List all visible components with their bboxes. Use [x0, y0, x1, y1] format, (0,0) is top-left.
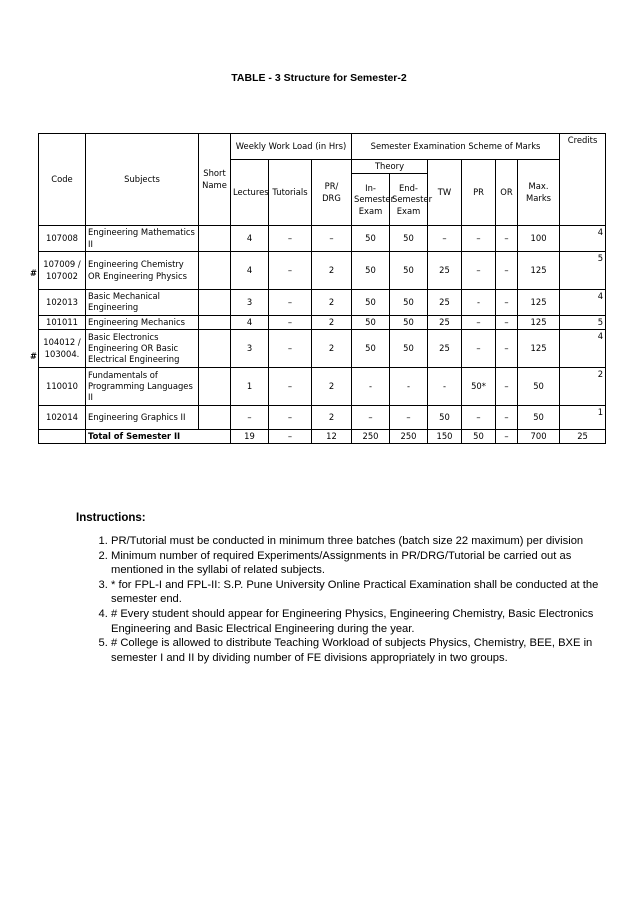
cell-code: 104012 / 103004.: [39, 330, 86, 368]
header-exam-scheme: Semester Examination Scheme of Marks: [352, 134, 560, 160]
cell-subject: Fundamentals of Programming Languages II: [86, 368, 199, 406]
total-row: [39, 430, 606, 444]
cell-prd: 2: [312, 406, 352, 430]
cell-end: -: [390, 368, 428, 406]
instructions-list: [76, 534, 611, 665]
total-tw: 150: [428, 430, 462, 444]
total-credits: 25: [560, 430, 606, 444]
cell-ins: 50: [352, 226, 390, 252]
cell-tw: 25: [428, 290, 462, 316]
header-credits: Credits: [560, 134, 606, 226]
hash-marker-electronics: #: [30, 351, 38, 361]
table-row: [39, 368, 606, 406]
cell-tw: 25: [428, 252, 462, 290]
cell-pr: -: [462, 290, 496, 316]
total-prd: 12: [312, 430, 352, 444]
cell-or: –: [496, 290, 518, 316]
cell-prd: 2: [312, 368, 352, 406]
header-or: OR: [496, 160, 518, 226]
cell-code: 107008: [39, 226, 86, 252]
cell-or: –: [496, 252, 518, 290]
header-in-semester: In-Semester Exam: [352, 174, 390, 226]
table-row: [39, 330, 606, 368]
header-end-semester: End-Semester Exam: [390, 174, 428, 226]
cell-blank: [39, 430, 86, 444]
cell-tw: –: [428, 226, 462, 252]
table-row: [39, 315, 606, 329]
header-code: Code: [39, 134, 86, 226]
cell-end: 50: [390, 226, 428, 252]
cell-lec: 3: [231, 290, 269, 316]
instruction-item: 1. PR/Tutorial must be conducted in minimum three batches (batch size 22 maximum) per division: [111, 534, 611, 549]
cell-prd: 2: [312, 252, 352, 290]
header-subjects: Subjects: [86, 134, 199, 226]
cell-short-name: [199, 290, 231, 316]
instruction-item: 4. # Every student should appear for Engineering Physics, Engineering Chemistry, Basic Electronics Engineering and Basic Electrical Engineering during the year.: [111, 607, 611, 636]
cell-tut: –: [269, 406, 312, 430]
cell-max: 125: [518, 315, 560, 329]
cell-or: –: [496, 330, 518, 368]
header-tutorials: Tutorials: [269, 160, 312, 226]
header-pr: PR: [462, 160, 496, 226]
cell-tut: –: [269, 330, 312, 368]
cell-tw: 25: [428, 330, 462, 368]
cell-credits: 4: [560, 290, 606, 316]
cell-tut: –: [269, 226, 312, 252]
header-weekly-load: Weekly Work Load (in Hrs): [231, 134, 352, 160]
cell-subject: Engineering Graphics II: [86, 406, 199, 430]
instructions-heading: Instructions:: [76, 512, 146, 524]
header-theory: Theory: [352, 160, 428, 174]
cell-max: 125: [518, 252, 560, 290]
cell-end: 50: [390, 315, 428, 329]
cell-credits: 4: [560, 226, 606, 252]
table-row: [39, 252, 606, 290]
page-title: TABLE - 3 Structure for Semester-2: [231, 72, 407, 84]
cell-prd: –: [312, 226, 352, 252]
cell-code: 110010: [39, 368, 86, 406]
cell-short-name: [199, 368, 231, 406]
total-or: –: [496, 430, 518, 444]
header-lectures: Lectures: [231, 160, 269, 226]
total-ins: 250: [352, 430, 390, 444]
cell-subject: Basic Mechanical Engineering: [86, 290, 199, 316]
header-tw: TW: [428, 160, 462, 226]
total-lec: 19: [231, 430, 269, 444]
cell-credits: 2: [560, 368, 606, 406]
cell-max: 50: [518, 406, 560, 430]
cell-pr: –: [462, 252, 496, 290]
cell-or: –: [496, 406, 518, 430]
cell-max: 125: [518, 290, 560, 316]
total-pr: 50: [462, 430, 496, 444]
table-row: [39, 406, 606, 430]
cell-tw: -: [428, 368, 462, 406]
cell-pr: –: [462, 330, 496, 368]
cell-code: 107009 / 107002: [39, 252, 86, 290]
cell-ins: 50: [352, 290, 390, 316]
cell-pr: –: [462, 406, 496, 430]
cell-credits: 1: [560, 406, 606, 430]
cell-tut: –: [269, 290, 312, 316]
cell-tut: –: [269, 315, 312, 329]
cell-lec: 4: [231, 226, 269, 252]
cell-lec: 4: [231, 252, 269, 290]
instruction-item: 2. Minimum number of required Experiments/Assignments in PR/DRG/Tutorial be carried out as mentioned in the syllabi of related subjects.: [111, 549, 611, 578]
cell-ins: –: [352, 406, 390, 430]
cell-short-name: [199, 226, 231, 252]
cell-tut: –: [269, 368, 312, 406]
cell-prd: 2: [312, 315, 352, 329]
cell-lec: –: [231, 406, 269, 430]
total-label: Total of Semester II: [86, 430, 231, 444]
total-end: 250: [390, 430, 428, 444]
cell-credits: 5: [560, 315, 606, 329]
cell-lec: 4: [231, 315, 269, 329]
cell-pr: –: [462, 226, 496, 252]
cell-short-name: [199, 406, 231, 430]
header-max-marks: Max. Marks: [518, 160, 560, 226]
cell-short-name: [199, 252, 231, 290]
cell-end: 50: [390, 252, 428, 290]
instruction-item: 3. * for FPL-I and FPL-II: S.P. Pune University Online Practical Examination shall be conducted at the semester end.: [111, 578, 611, 607]
cell-end: 50: [390, 330, 428, 368]
cell-tw: 25: [428, 315, 462, 329]
cell-credits: 5: [560, 252, 606, 290]
cell-ins: 50: [352, 252, 390, 290]
cell-ins: 50: [352, 330, 390, 368]
cell-code: 102013: [39, 290, 86, 316]
cell-pr: –: [462, 315, 496, 329]
cell-short-name: [199, 330, 231, 368]
cell-prd: 2: [312, 290, 352, 316]
instruction-item: 5. # College is allowed to distribute Teaching Workload of subjects Physics, Chemistry, BEE, BXE in semester I and II by dividing number of FE divisions appropriately in two groups.: [111, 636, 611, 665]
cell-subject: Engineering Mechanics: [86, 315, 199, 329]
cell-or: –: [496, 315, 518, 329]
cell-max: 50: [518, 368, 560, 406]
total-max: 700: [518, 430, 560, 444]
cell-ins: -: [352, 368, 390, 406]
cell-subject: Basic Electronics Engineering OR Basic Electrical Engineering: [86, 330, 199, 368]
cell-pr: 50*: [462, 368, 496, 406]
header-short-name: Short Name: [199, 134, 231, 226]
cell-or: –: [496, 368, 518, 406]
cell-subject: Engineering Chemistry OR Engineering Physics: [86, 252, 199, 290]
cell-prd: 2: [312, 330, 352, 368]
cell-end: –: [390, 406, 428, 430]
cell-ins: 50: [352, 315, 390, 329]
cell-short-name: [199, 315, 231, 329]
cell-code: 101011: [39, 315, 86, 329]
semester-structure-table: [38, 133, 606, 444]
hash-marker-chemistry: #: [30, 268, 38, 278]
cell-lec: 3: [231, 330, 269, 368]
cell-max: 100: [518, 226, 560, 252]
cell-tut: –: [269, 252, 312, 290]
cell-end: 50: [390, 290, 428, 316]
cell-lec: 1: [231, 368, 269, 406]
cell-code: 102014: [39, 406, 86, 430]
cell-credits: 4: [560, 330, 606, 368]
cell-or: –: [496, 226, 518, 252]
total-tut: –: [269, 430, 312, 444]
cell-subject: Engineering Mathematics II: [86, 226, 199, 252]
header-pr-drg: PR/ DRG: [312, 160, 352, 226]
cell-tw: 50: [428, 406, 462, 430]
cell-max: 125: [518, 330, 560, 368]
table-row: [39, 290, 606, 316]
table-row: [39, 226, 606, 252]
